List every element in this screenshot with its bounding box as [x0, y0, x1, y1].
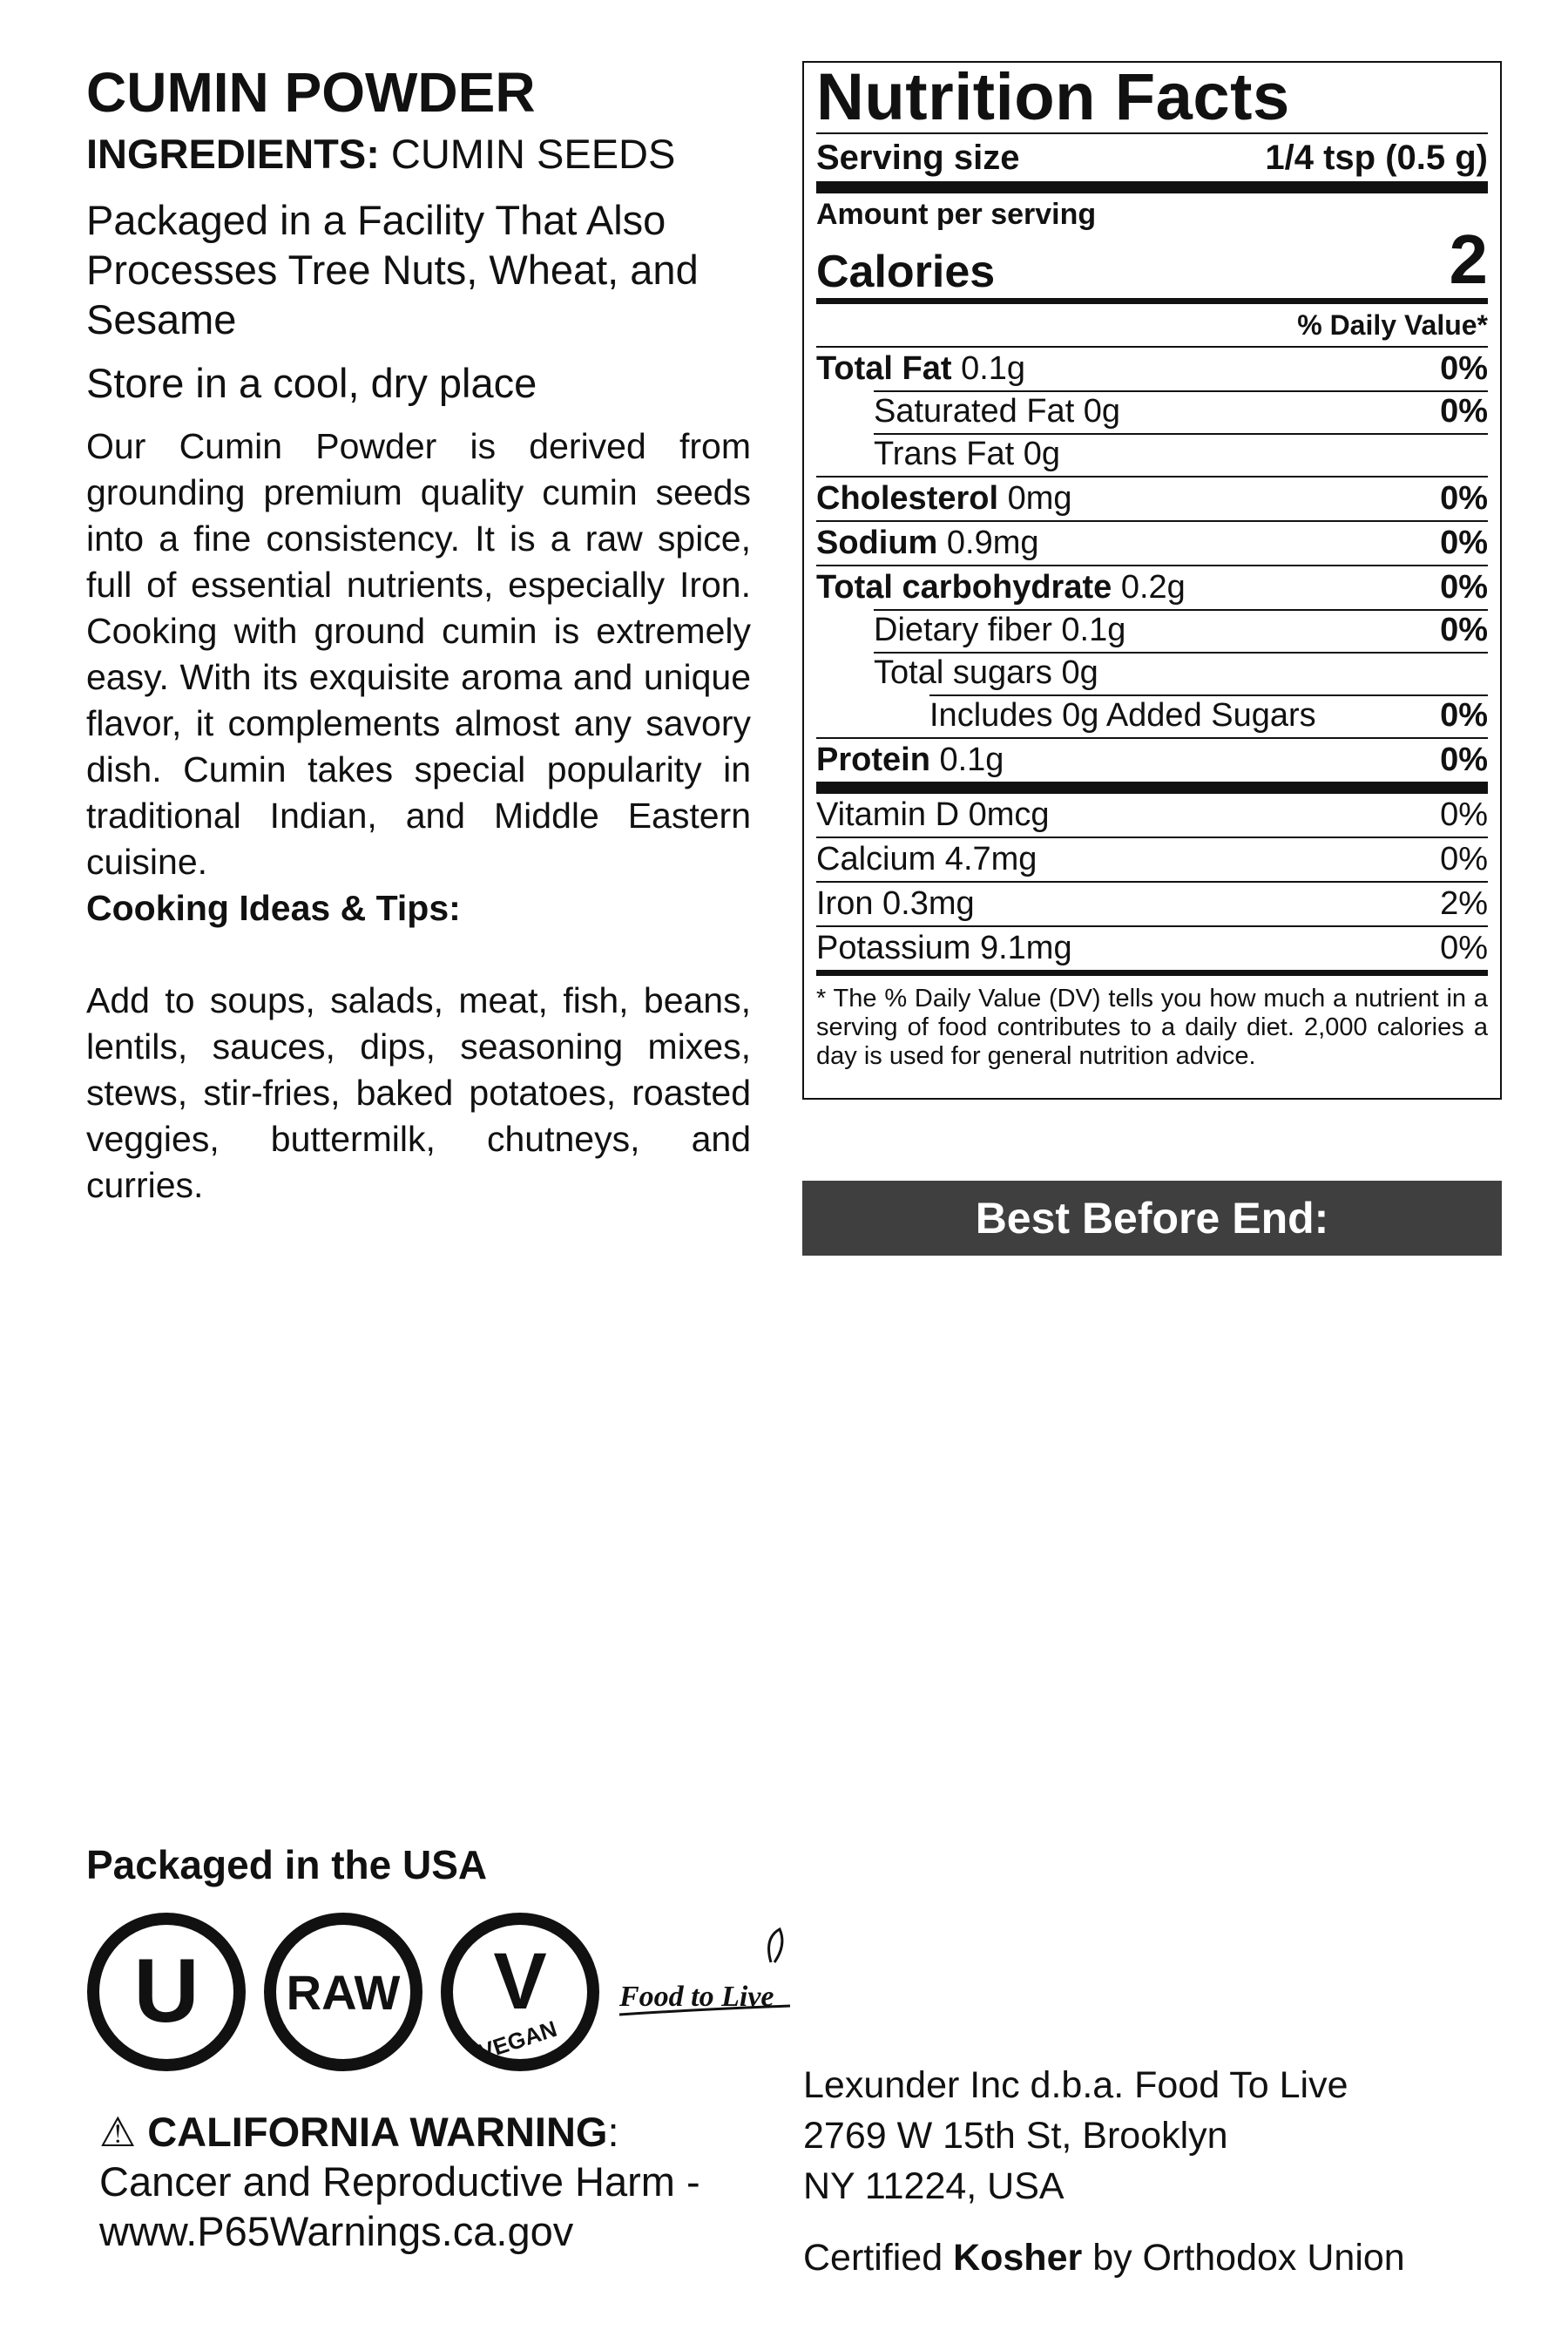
amount-per-serving: Amount per serving — [816, 198, 1097, 231]
calories-label: Calories — [816, 247, 996, 297]
product-description: Our Cumin Powder is derived from grounding premium quality cumin seeds into a fine consistency. It is a raw spice, full of essential nutrients, especially Iron. Cooking with ground cumin is extremely easy. With its exquisite aroma and unique flavor, it complements almost any savory dish. Cumin takes special popularity in traditional Indian, and Middle Eastern cuisine. — [86, 426, 751, 882]
vegan-icon — [447, 1919, 593, 2065]
nutrient-row: Saturated Fat 0g 0% — [874, 390, 1488, 433]
nutrient-row: Cholesterol 0mg 0% — [816, 476, 1488, 520]
nutrient-row: Trans Fat 0g — [874, 433, 1488, 476]
nutrient-row: Sodium 0.9mg 0% — [816, 520, 1488, 565]
nutrient-row: Total Fat 0.1g 0% — [816, 346, 1488, 390]
product-info — [86, 61, 751, 1209]
product-title: CUMIN POWDER — [86, 61, 536, 124]
warning-title: CALIFORNIA WARNING — [147, 2109, 608, 2155]
tips-text: Add to soups, salads, meat, fish, beans, lentils, sauces, dips, seasoning mixes, stews, stir-fries, baked potatoes, roasted veggies, buttermilk, chutneys, and curries. — [86, 980, 751, 1205]
serving-size-label: Serving size — [816, 139, 1020, 177]
calories-row — [816, 220, 1488, 298]
calories-value: 2 — [1449, 220, 1488, 298]
tips-title: Cooking Ideas & Tips: — [86, 888, 461, 928]
serving-size — [816, 134, 1488, 181]
nutrient-row: Dietary fiber 0.1g 0% — [874, 609, 1488, 652]
certification-logos — [86, 1908, 801, 2076]
svg-text:V: V — [493, 1937, 547, 2026]
nutrient-row: Total sugars 0g — [874, 652, 1488, 694]
daily-value-footnote: * The % Daily Value (DV) tells you how much a nutrient in a serving of food contributes to a daily diet. 2,000 calories a day is used for general nutrition advice. — [816, 985, 1488, 1070]
svg-text:VEGAN: VEGAN — [475, 2015, 560, 2065]
svg-text:U: U — [133, 1941, 199, 2042]
daily-value-header: % Daily Value* — [1297, 309, 1488, 341]
nutrient-row: Protein 0.1g 0% — [816, 737, 1488, 782]
svg-text:RAW: RAW — [286, 1965, 401, 2020]
california-warning: ⚠ CALIFORNIA WARNING: Cancer and Reproductive Harm - www.P65Warnings.ca.gov — [99, 2109, 700, 2254]
best-before-bar: Best Before End: — [802, 1181, 1502, 1256]
ingredients-value: CUMIN SEEDS — [390, 131, 676, 177]
vitamin-row: Iron 0.3mg 2% — [816, 881, 1488, 925]
nutrition-facts-title: Nutrition Facts — [816, 60, 1290, 134]
nutrient-row: Total carbohydrate 0.2g 0% — [816, 565, 1488, 609]
storage-instructions: Store in a cool, dry place — [86, 360, 537, 406]
serving-size-value: 1/4 tsp (0.5 g) — [1265, 139, 1488, 177]
company-city: NY 11224, USA — [803, 2165, 1064, 2207]
company-street: 2769 W 15th St, Brooklyn — [803, 2115, 1228, 2157]
warning-line1: Cancer and Reproductive Harm - — [99, 2158, 700, 2205]
nutrient-row: Includes 0g Added Sugars 0% — [929, 694, 1488, 737]
food-to-live-logo — [618, 1929, 790, 2015]
allergen-statement: Packaged in a Facility That Also Processes Tree Nuts, Wheat, and Sesame — [86, 197, 699, 342]
packaged-in: Packaged in the USA — [86, 1842, 488, 1887]
vitamin-row: Calcium 4.7mg 0% — [816, 837, 1488, 881]
vitamin-row: Potassium 9.1mg 0% — [816, 925, 1488, 970]
company-address — [803, 2060, 1348, 2212]
nutrition-facts-panel — [802, 61, 1502, 1100]
svg-text:Food to Live: Food to Live — [619, 1981, 774, 2013]
company-name: Lexunder Inc d.b.a. Food To Live — [803, 2064, 1348, 2106]
raw-icon — [270, 1919, 416, 2065]
ingredients-label: INGREDIENTS: — [86, 131, 380, 177]
kosher-certification: Certified Kosher by Orthodox Union — [803, 2237, 1405, 2279]
warning-icon: ⚠ — [99, 2109, 137, 2155]
ingredients — [86, 129, 751, 180]
warning-url: www.P65Warnings.ca.gov — [99, 2208, 574, 2254]
vitamin-row: Vitamin D 0mcg 0% — [816, 796, 1488, 833]
kosher-ou-icon — [93, 1919, 240, 2065]
